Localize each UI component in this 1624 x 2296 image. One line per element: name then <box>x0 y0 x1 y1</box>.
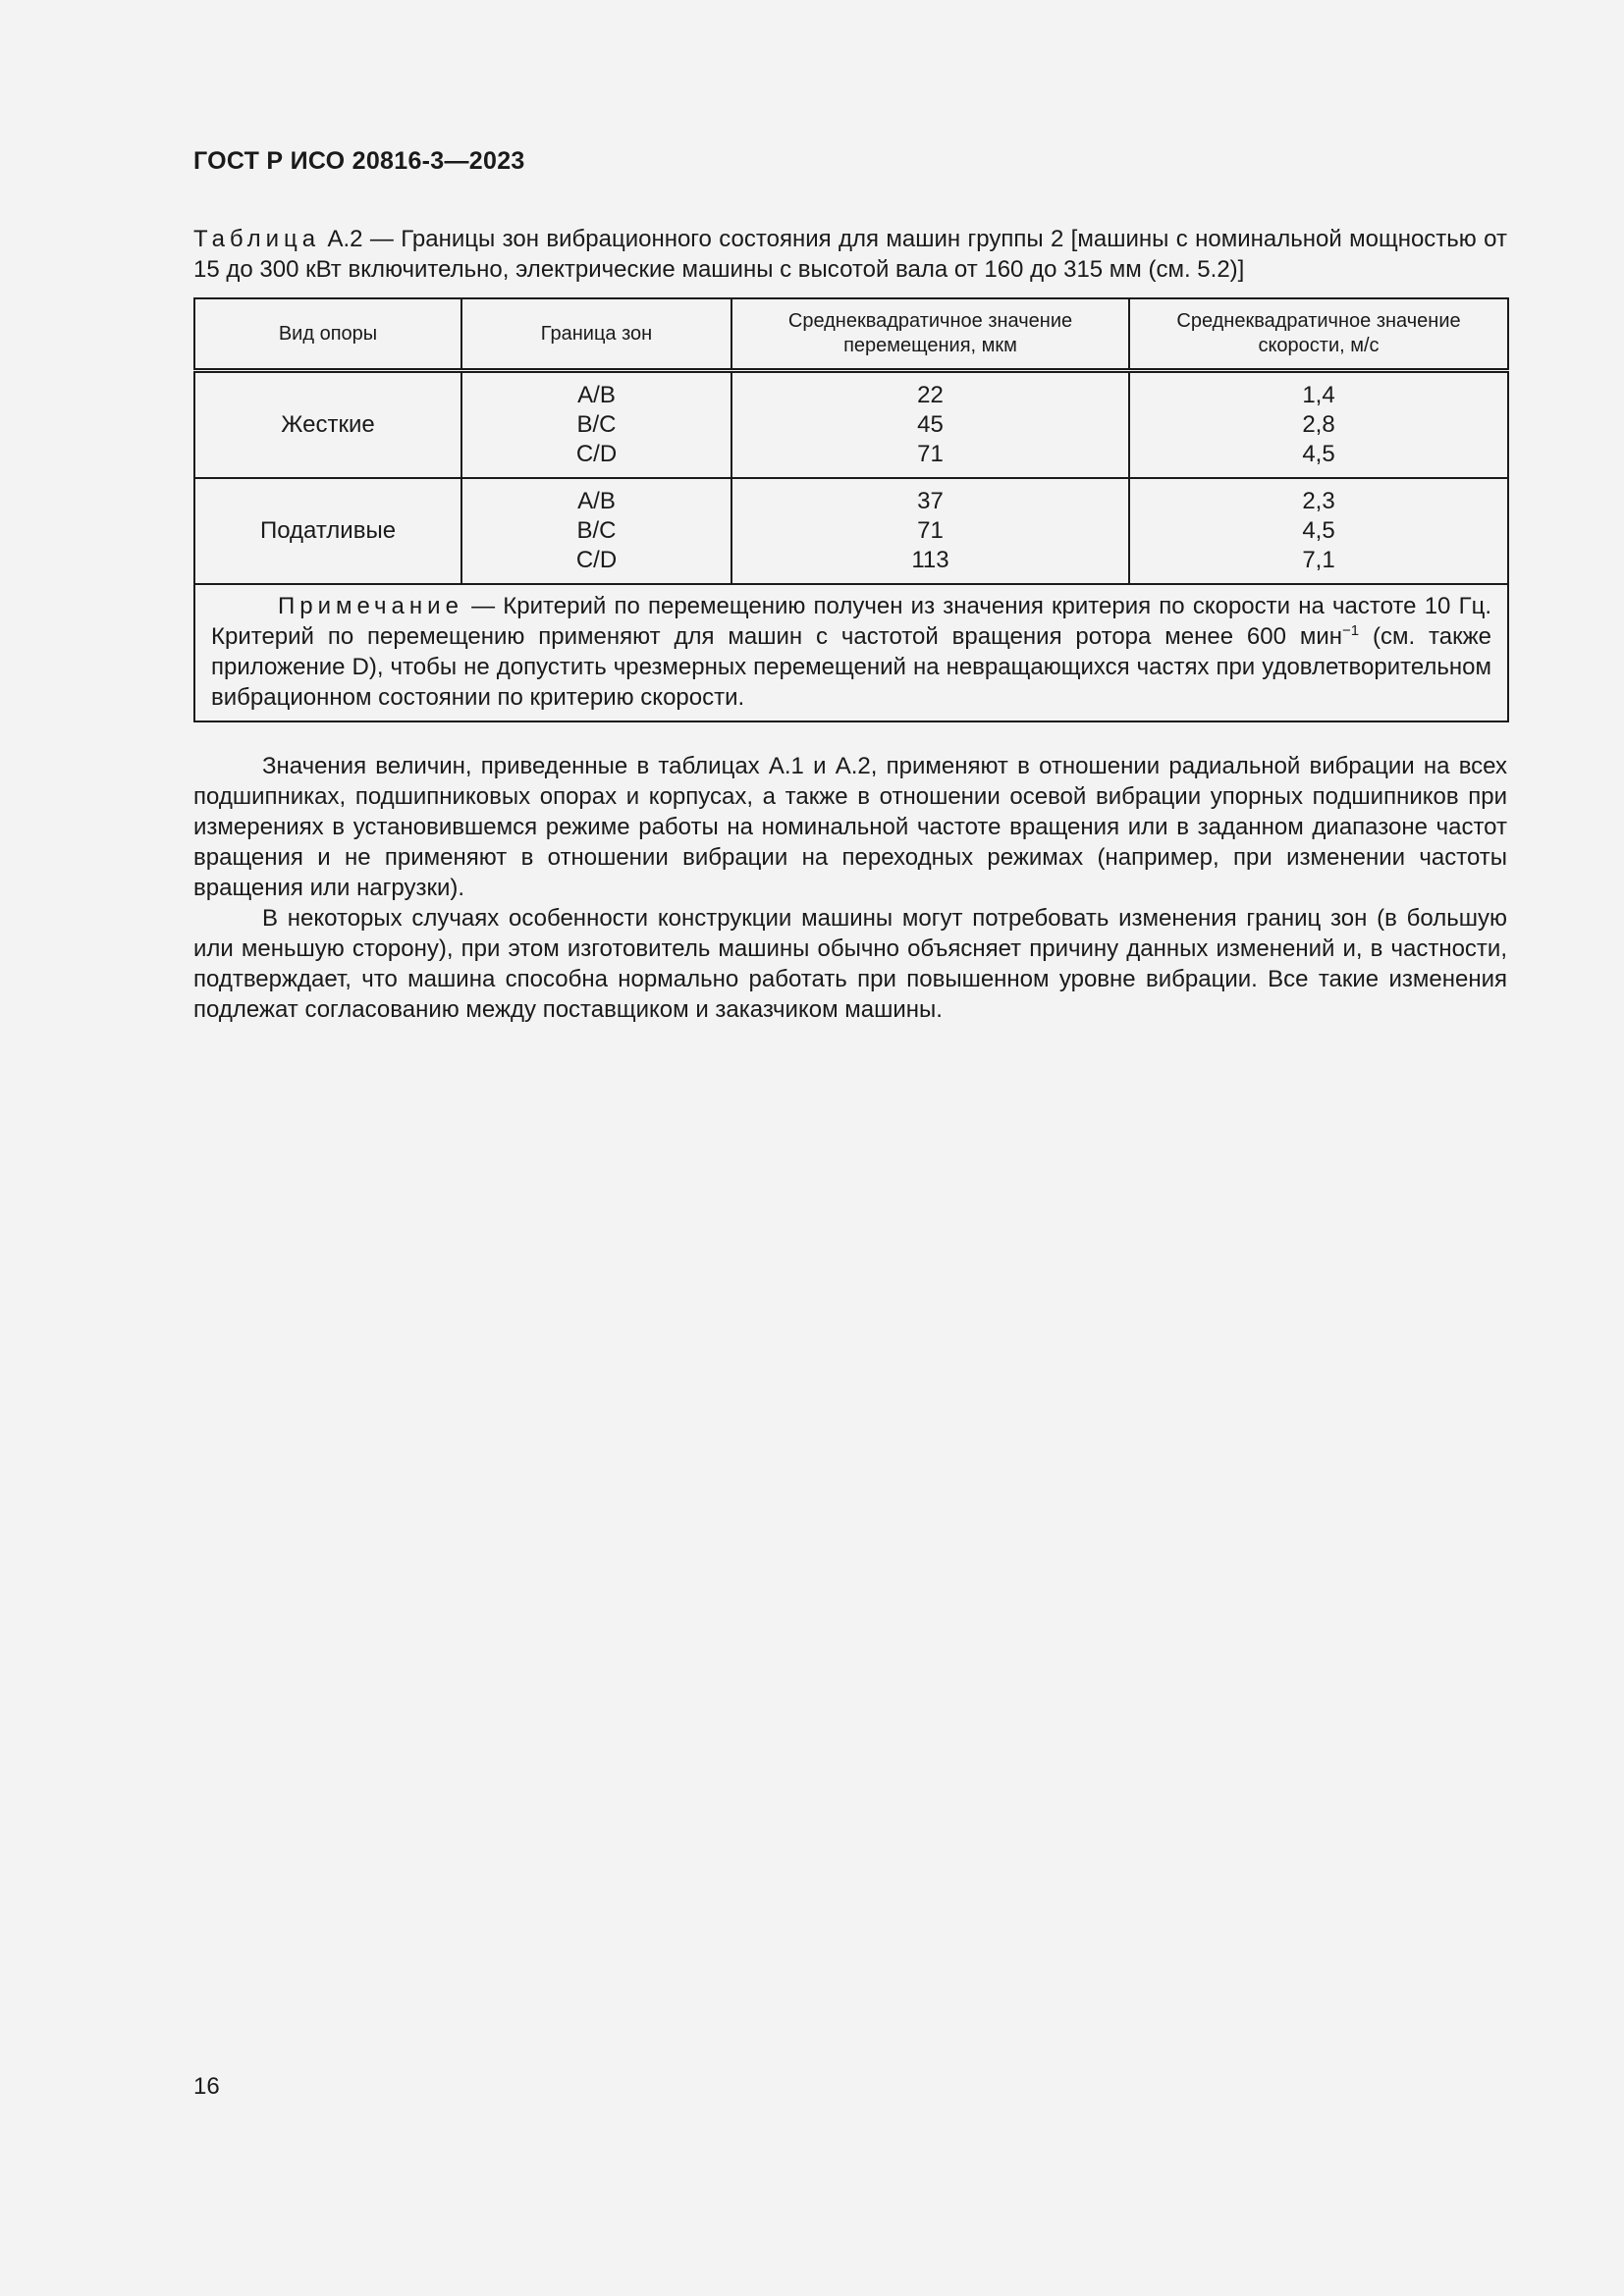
zone-value: B/C <box>576 517 617 544</box>
support-type-cell: Жесткие <box>194 371 461 479</box>
velocity-value: 2,3 <box>1302 488 1335 514</box>
zone-value: C/D <box>575 441 618 467</box>
zone-value: B/C <box>576 411 617 438</box>
table-note-superscript: −1 <box>1342 622 1360 639</box>
velocity-cell <box>1129 371 1508 479</box>
table-caption-label: Таблица <box>193 226 321 252</box>
displacement-value: 37 <box>917 488 944 514</box>
table-row <box>194 371 1508 479</box>
zone-value: A/B <box>577 382 616 408</box>
body-paragraph-text: Значения величин, приведенные в таблицах А.1 и А.2, применяют в отношении радиальной вибрации на всех подшипниках, подшипниковых опорах и корпусах, а также в отношении осевой вибрации упорных подшипников при измерениях в установившемся режиме работы на номинальной частоте вращения или в заданном диапазоне частот вращения и не применяют в отношении вибрации на переходных режимах (например, при изменении частоты вращения или нагрузки). <box>193 753 1507 901</box>
vibration-zones-table <box>193 297 1509 722</box>
page-number: 16 <box>193 2073 220 2100</box>
displacement-value: 113 <box>911 547 949 573</box>
header-velocity-text: Среднеквадратичное значение скорости, м/с <box>1176 310 1461 356</box>
header-support-type: Вид опоры <box>194 298 461 371</box>
displacement-value: 71 <box>917 517 944 544</box>
table-note-row <box>194 584 1508 721</box>
velocity-value: 2,8 <box>1302 411 1335 438</box>
displacement-value: 45 <box>917 411 944 438</box>
zone-boundary-cell <box>461 478 731 584</box>
header-displacement-text: Среднеквадратичное значение перемещения, мкм <box>787 310 1073 356</box>
body-paragraph-text: В некоторых случаях особенности конструкции машины могут потребовать изменения границ зон (в большую или меньшую сторону), при этом изготовитель машины обычно объясняет причину данных изменений и, в частности, подтверждает, что машина способна нормально работать при повышенном уровне вибрации. Все такие изменения подлежат согласованию между поставщиком и заказчиком машины. <box>193 905 1507 1023</box>
velocity-value: 4,5 <box>1302 441 1335 467</box>
zone-value: A/B <box>577 488 616 514</box>
velocity-value: 7,1 <box>1302 547 1335 573</box>
zone-value: C/D <box>575 547 618 573</box>
header-zone-boundary: Граница зон <box>461 298 731 371</box>
table-note <box>194 584 1508 721</box>
displacement-cell <box>731 371 1129 479</box>
table-note-text: — Критерий по перемещению получен из значения критерия по скорости на частоте 10 Гц. Критерий по перемещению применяют для машин с частотой вращения ротора менее 600 мин <box>211 593 1491 650</box>
displacement-value: 22 <box>917 382 944 408</box>
table-note-label: Примечание <box>278 593 463 619</box>
table-caption-text: А.2 — Границы зон вибрационного состояния для машин группы 2 [машины с номинальной мощностью от 15 до 300 кВт включительно, электрические машины с высотой вала от 160 до 315 мм (см. 5.2)] <box>193 226 1507 283</box>
displacement-cell <box>731 478 1129 584</box>
zone-boundary-cell <box>461 371 731 479</box>
displacement-value: 71 <box>917 441 944 467</box>
velocity-cell <box>1129 478 1508 584</box>
body-paragraph <box>193 751 1507 903</box>
header-velocity <box>1129 298 1508 371</box>
body-paragraph <box>193 903 1507 1025</box>
velocity-value: 1,4 <box>1302 382 1335 408</box>
table-header-row <box>194 298 1508 371</box>
velocity-value: 4,5 <box>1302 517 1335 544</box>
support-type-cell: Податливые <box>194 478 461 584</box>
table-note-text-continued: (см. также приложение D), чтобы не допустить чрезмерных перемещений на невращающихся частях при удовлетворительном вибрационном состоянии по критерию скорости. <box>211 623 1491 711</box>
table-caption <box>193 224 1507 285</box>
table-row <box>194 478 1508 584</box>
header-displacement <box>731 298 1129 371</box>
document-code-header: ГОСТ Р ИСО 20816-3—2023 <box>193 147 525 175</box>
